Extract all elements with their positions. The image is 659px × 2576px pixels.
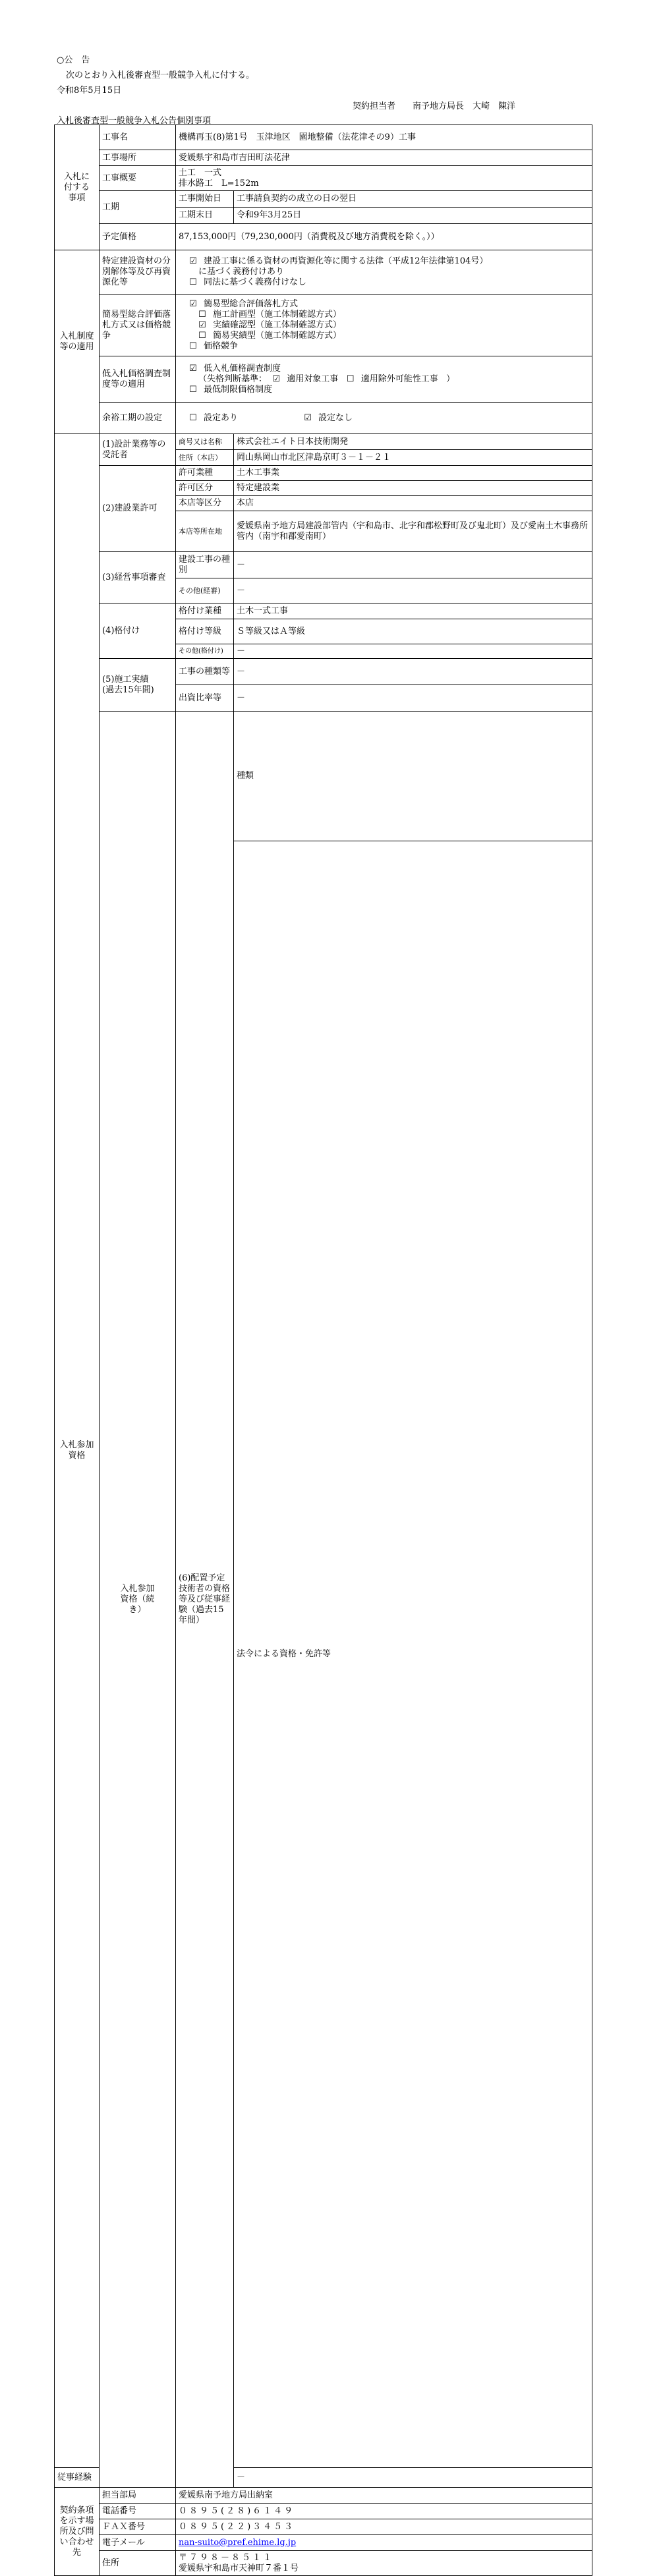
end-date-label: 工期末日 — [176, 208, 234, 224]
license-label: (2)建設業許可 — [100, 466, 176, 552]
management-other: － — [234, 578, 592, 603]
rating-type: 土木一式工事 — [234, 603, 592, 619]
bid-details-table — [54, 125, 592, 2576]
department: 愛媛県南予地方局出納室 — [176, 2488, 592, 2504]
office-type-label: 本店等区分 — [176, 496, 234, 511]
low-bid-options: ☑ 低入札価格調査制度 （失格判断基準： ☑ 適用対象工事 ☐ 適用除外可能性工事 ） ☐ 最低制限価格制度 — [176, 356, 592, 403]
engineer-label: (6)配置予定技術者の資格等及び従事経験（過去15年間） — [176, 712, 234, 2488]
rating-other-label: その他(格付け) — [176, 644, 234, 659]
office-type: 本店 — [234, 496, 592, 511]
email-label: 電子メール — [100, 2535, 176, 2551]
record-kind-label: 工事の種類等 — [176, 659, 234, 685]
checkbox-checked-icon: ☑ — [189, 298, 197, 309]
construction-place-label: 工事場所 — [100, 150, 176, 166]
engineer-experience: － — [234, 2468, 592, 2488]
engineer-kind-label: 種類 — [234, 712, 592, 841]
evaluation-label: 簡易型総合評価落札方式又は価格競争 — [100, 294, 176, 356]
management-other-label: その他(経審) — [176, 578, 234, 603]
office-location-label: 本店等所在地 — [176, 511, 234, 552]
phone-label: 電話番号 — [100, 2504, 176, 2519]
checkbox-checked-icon: ☑ — [272, 374, 281, 384]
section-contact: 契約条項を示す場所及び問い合わせ先 — [55, 2488, 100, 2576]
section-qualifications-cont: 入札参加資格（続き） — [100, 712, 176, 2488]
management-review-label: (3)経営事項審査 — [100, 552, 176, 603]
checkbox-unchecked-icon: ☐ — [189, 341, 197, 351]
engineer-experience-label: 従事経験 — [55, 2468, 100, 2488]
checkbox-checked-icon: ☑ — [198, 320, 206, 330]
designer-name-label: 商号又は名称 — [176, 434, 234, 450]
construction-outline: 土工 一式 排水路工 L=152m — [176, 166, 592, 191]
checkbox-checked-icon: ☑ — [189, 363, 197, 374]
construction-name: 機構再玉(8)第1号 玉津地区 園地整備（法花津その9）工事 — [176, 125, 592, 150]
rating-type-label: 格付け業種 — [176, 603, 234, 619]
rating-grade-label: 格付け等級 — [176, 619, 234, 644]
period-label: 工期 — [100, 191, 176, 224]
checkbox-unchecked-icon: ☐ — [198, 309, 206, 320]
checkbox-checked-icon: ☑ — [189, 256, 197, 266]
license-class-label: 許可区分 — [176, 481, 234, 496]
record-ratio: － — [234, 685, 592, 712]
designer-address-label: 住所（本店） — [176, 450, 234, 466]
notice-date: 令和8年5月15日 — [57, 86, 122, 96]
spare-period-label: 余裕工期の設定 — [100, 403, 176, 434]
designer-address: 岡山県岡山市北区津島京町３－１－２１ — [234, 450, 592, 466]
start-date: 工事請負契約の成立の日の翌日 — [234, 191, 592, 208]
engineer-law-label: 法令による資格・免許等 — [234, 841, 592, 2468]
designer-name: 株式会社エイト日本技術開発 — [234, 434, 592, 450]
section-bid-system: 入札制度等の適用 — [55, 250, 100, 434]
fax-label: ＦＡＸ番号 — [100, 2519, 176, 2535]
construction-place: 愛媛県宇和島市吉田町法花津 — [176, 150, 592, 166]
record-label: (5)施工実績 (過去15年間) — [100, 659, 176, 712]
section-qualifications: 入札参加資格 — [55, 434, 100, 2468]
email-cell — [176, 2535, 592, 2551]
checkbox-unchecked-icon: ☐ — [189, 277, 197, 287]
checkbox-checked-icon: ☑ — [304, 412, 312, 423]
start-date-label: 工事開始日 — [176, 191, 234, 208]
department-label: 担当部局 — [100, 2488, 176, 2504]
recycle-label: 特定建設資材の分別解体等及び再資源化等 — [100, 250, 176, 294]
low-bid-label: 低入札価格調査制度等の適用 — [100, 356, 176, 403]
email-link[interactable]: nan-suito@pref.ehime.lg.jp — [179, 2537, 297, 2548]
section-bid-items: 入札に付する事項 — [55, 125, 100, 250]
table-title: 入札後審査型一般競争入札公告個別事項 — [57, 116, 212, 126]
license-type-label: 許可業種 — [176, 466, 234, 481]
construction-name-label: 工事名 — [100, 125, 176, 150]
record-ratio-label: 出資比率等 — [176, 685, 234, 712]
checkbox-unchecked-icon: ☐ — [189, 384, 197, 395]
contractor-officer: 契約担当者 南予地方局長 大崎 陳洋 — [353, 101, 516, 111]
address: 〒７９８－８５１１ 愛媛県宇和島市天神町７番１号 — [176, 2551, 592, 2576]
checkbox-unchecked-icon: ☐ — [346, 374, 355, 384]
phone-number: ０８９５(２８)６１４９ — [176, 2504, 592, 2519]
rating-label: (4)格付け — [100, 603, 176, 659]
checkbox-unchecked-icon: ☐ — [189, 412, 197, 423]
rating-grade: Ｓ等級又はＡ等級 — [234, 619, 592, 644]
management-kind-label: 建設工事の種別 — [176, 552, 234, 578]
spare-period-options: ☐ 設定あり ☑ 設定なし — [176, 403, 592, 434]
license-type: 土木工事業 — [234, 466, 592, 481]
management-kind: － — [234, 552, 592, 578]
recycle-options: ☑ 建設工事に係る資材の再資源化等に関する法律（平成12年法律第104号） に基づく義務付けあり ☐ 同法に基づく義務付けなし — [176, 250, 592, 294]
construction-outline-label: 工事概要 — [100, 166, 176, 191]
notice-heading: ○公 告 — [57, 55, 90, 65]
evaluation-options: ☑ 簡易型総合評価落札方式 ☐ 施工計画型（施工体制確認方式） ☑ 実績確認型（施工体制確認方式） ☐ 簡易実績型（施工体制確認方式） ☐ 価格競争 — [176, 294, 592, 356]
license-class: 特定建設業 — [234, 481, 592, 496]
office-location: 愛媛県南予地方局建設部管内（宇和島市、北宇和郡松野町及び鬼北町）及び愛南土木事務所管内（南宇和郡愛南町） — [234, 511, 592, 552]
designer-label: (1)設計業務等の受託者 — [100, 434, 176, 466]
checkbox-unchecked-icon: ☐ — [198, 330, 206, 341]
planned-price-label: 予定価格 — [100, 224, 176, 250]
record-kind: － — [234, 659, 592, 685]
rating-other: － — [234, 644, 592, 659]
planned-price: 87,153,000円（79,230,000円（消費税及び地方消費税を除く。）） — [176, 224, 592, 250]
fax-number: ０８９５(２２)３４５３ — [176, 2519, 592, 2535]
end-date: 令和9年3月25日 — [234, 208, 592, 224]
address-label: 住所 — [100, 2551, 176, 2576]
notice-intro: 次のとおり入札後審査型一般競争入札に付する。 — [66, 70, 255, 80]
